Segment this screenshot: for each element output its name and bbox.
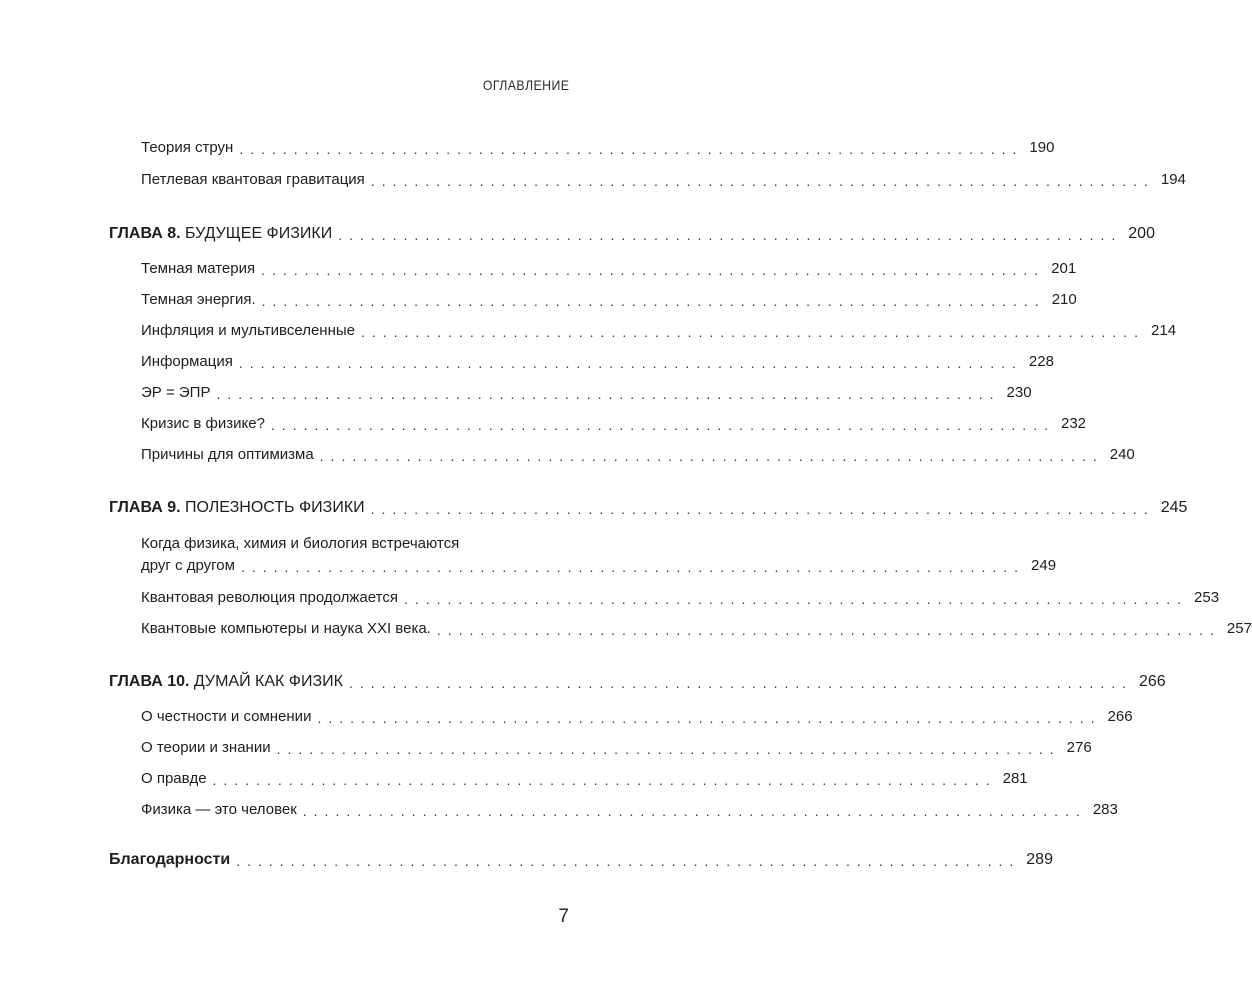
toc-entry: [0, 168, 1186, 192]
dot-leader: ........................................................................: [239, 141, 1024, 157]
dot-leader: ........................................................................: [302, 803, 1087, 819]
toc-entry-page: 240: [1109, 446, 1135, 463]
toc-entry-title: Темная материя: [141, 260, 256, 277]
toc-entry-title: Благодарности: [109, 851, 231, 868]
toc-entry: [0, 705, 1133, 729]
toc-entry-page: 283: [1092, 801, 1118, 818]
chapter-title: ДУМАЙ КАК ФИЗИК: [189, 673, 343, 690]
dot-leader: ........................................................................: [403, 591, 1189, 607]
toc-chapter: [0, 222, 1155, 246]
toc-entry-title: Квантовая революция продолжается: [141, 589, 398, 606]
toc-entry-page: 201: [1051, 260, 1077, 277]
toc-entry-title: Причины для оптимизма: [141, 446, 314, 463]
toc-entry-page: 249: [1031, 557, 1057, 574]
toc-entry-title: О честности и сомнении: [141, 708, 312, 725]
chapter-title: ПОЛЕЗНОСТЬ ФИЗИКИ: [180, 499, 365, 516]
dot-leader: ........................................................................: [261, 293, 1046, 309]
toc-entry: [0, 257, 1077, 281]
toc-entry-page: 253: [1194, 589, 1220, 606]
dot-leader: ........................................................................: [348, 675, 1133, 691]
toc-entry-title: О теории и знании: [141, 739, 271, 756]
toc-entry-page: 276: [1066, 739, 1092, 756]
toc-entry: [0, 617, 1252, 641]
toc-chapter: [0, 496, 1188, 520]
toc-entry-page: 245: [1160, 499, 1188, 516]
toc-entry: [0, 350, 1054, 374]
toc-entry-title: О правде: [141, 770, 207, 787]
toc-entry-page: 210: [1051, 291, 1077, 308]
toc-entry-title: Кризис в физике?: [141, 415, 265, 432]
toc-entry-page: 257: [1226, 620, 1252, 637]
chapter-number: ГЛАВА 9.: [109, 499, 181, 516]
toc-entry: [0, 736, 1092, 760]
toc-chapter: [0, 670, 1166, 694]
dot-leader: ........................................................................: [360, 324, 1146, 340]
chapter-number: ГЛАВА 8.: [109, 225, 181, 242]
dot-leader: ........................................................................: [236, 853, 1021, 869]
toc-entry: [0, 443, 1135, 467]
dot-leader: ........................................................................: [317, 710, 1102, 726]
toc-entry-page: 232: [1060, 415, 1087, 432]
toc-entry: [0, 288, 1077, 312]
toc-entry: [0, 319, 1177, 343]
toc-entry-title: Инфляция и мультивселенные: [141, 322, 355, 339]
dot-leader: ........................................................................: [276, 741, 1061, 757]
toc-entry-page: 200: [1128, 225, 1155, 242]
dot-leader: ........................................................................: [370, 501, 1155, 517]
toc-entry-page: 230: [1006, 384, 1032, 401]
dot-leader: ........................................................................: [319, 448, 1104, 464]
toc-entry-page: 190: [1029, 139, 1055, 156]
toc-entry-page: 194: [1160, 171, 1186, 188]
dot-leader: ........................................................................: [436, 622, 1221, 638]
toc-entry-title-line2: друг с другом: [141, 557, 235, 574]
toc-entry: [0, 767, 1028, 791]
dot-leader: ........................................................................: [212, 772, 997, 788]
toc-entry-page: 266: [1139, 673, 1166, 690]
toc-entry: [0, 381, 1032, 405]
toc-entry-page: 266: [1107, 708, 1133, 725]
toc-entry-title: Квантовые компьютеры и наука XXI века.: [141, 620, 431, 637]
dot-leader: ........................................................................: [370, 173, 1155, 189]
toc-entry-title: Физика — это человек: [141, 801, 297, 818]
toc-acknowledgements: [0, 848, 1053, 872]
dot-leader: ........................................................................: [240, 559, 1026, 575]
toc-entry: [0, 535, 1057, 578]
toc-entry-page: 214: [1151, 322, 1177, 339]
dot-leader: ........................................................................: [238, 355, 1023, 371]
toc-entry-page: 228: [1028, 353, 1054, 370]
toc-entry-title: Петлевая квантовая гравитация: [141, 171, 365, 188]
toc-entry-title: ЭР = ЭПР: [141, 384, 211, 401]
toc-entry: [0, 412, 1087, 436]
dot-leader: ........................................................................: [270, 417, 1055, 433]
toc-entry-title: Информация: [141, 353, 233, 370]
toc-entry-page: 281: [1002, 770, 1028, 787]
toc-entry-page: 289: [1026, 851, 1053, 868]
dot-leader: ........................................................................: [338, 227, 1123, 243]
dot-leader: ........................................................................: [261, 262, 1046, 278]
toc-entry: [0, 798, 1118, 822]
running-head: ОГЛАВЛЕНИЕ: [482, 77, 569, 93]
chapter-title: БУДУЩЕЕ ФИЗИКИ: [180, 225, 333, 242]
dot-leader: ........................................................................: [216, 386, 1001, 402]
toc-entry-title: Темная энергия.: [141, 291, 256, 308]
toc-entry: [0, 136, 1055, 160]
toc-entry-title: Теория струн: [141, 139, 234, 156]
toc-entry: [0, 586, 1220, 610]
toc-entry-title-line1: Когда физика, химия и биология встречаются: [141, 535, 460, 552]
chapter-number: ГЛАВА 10.: [109, 673, 190, 690]
page-number: 7: [558, 906, 569, 927]
